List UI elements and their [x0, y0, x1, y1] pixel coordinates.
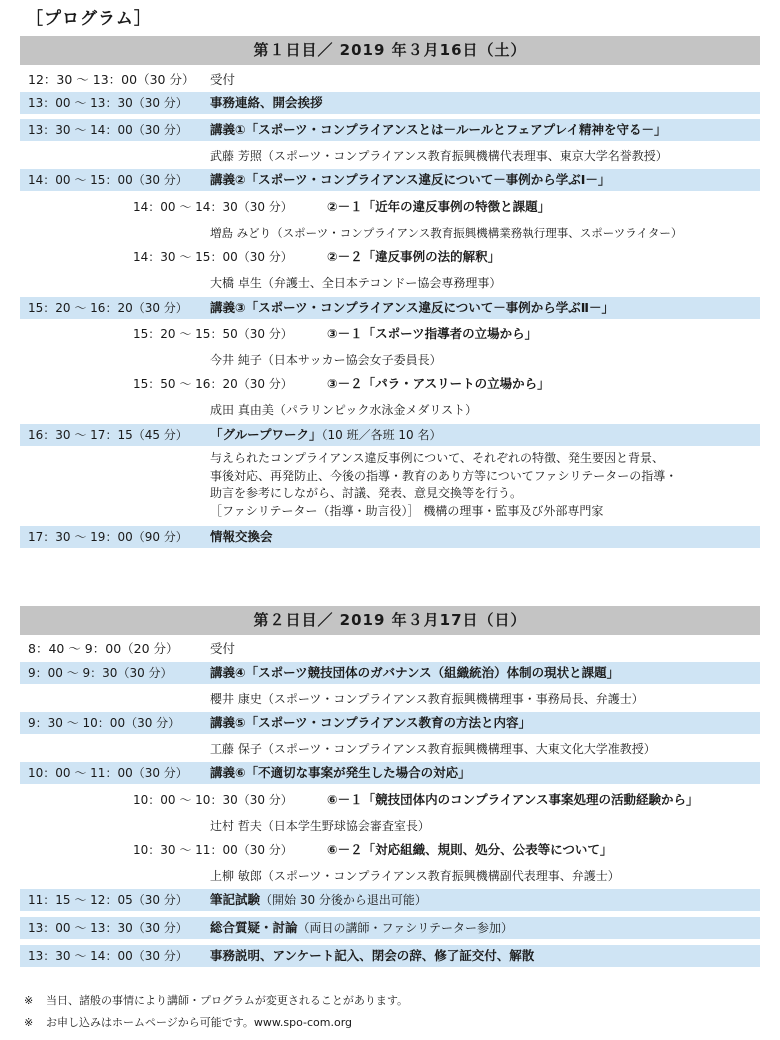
schedule-row	[20, 92, 760, 114]
footnote-text: お申し込みはホームページから可能です。www.spo-com.org	[46, 1016, 353, 1029]
time-slot: 9：30 ～ 10：00（30 分）	[28, 716, 181, 730]
subsession-title: ②－２「違反事例の法的解釈」	[327, 249, 501, 264]
session-title	[210, 917, 513, 939]
session-title	[210, 889, 427, 911]
session-title: 事務説明、アンケート記入、閉会の辞、修了証交付、解散	[210, 948, 535, 963]
schedule-row	[20, 424, 760, 446]
session-title: 情報交換会	[210, 529, 273, 544]
time-slot: 15：20 ～ 16：20（30 分）	[28, 301, 188, 315]
schedule-row	[20, 762, 760, 784]
speaker-info: 工藤 保子（スポーツ・コンプライアンス教育振興機構理事、大東文化大学准教授）	[210, 742, 656, 756]
speaker-info: 今井 純子（日本サッカー協会女子委員長）	[210, 353, 442, 367]
time-slot: 13：00 ～ 13：30（30 分）	[28, 96, 188, 110]
schedule-row	[20, 662, 760, 684]
speaker-row	[20, 349, 760, 371]
session-title: 講義⑤「スポーツ・コンプライアンス教育の方法と内容」	[210, 715, 531, 730]
description-line: 与えられたコンプライアンス違反事例について、それぞれの特徴、発生要因と背景、	[210, 451, 664, 465]
time-slot: 14：30 ～ 15：00（30 分）	[133, 250, 293, 264]
groupwork-description	[210, 450, 677, 520]
footnotes	[24, 990, 408, 1034]
speaker-info: 武藤 芳照（スポーツ・コンプライアンス教育振興機構代表理事、東京大学名誉教授）	[210, 149, 668, 163]
time-slot: 10：00 ～ 11：00（30 分）	[28, 766, 188, 780]
day1-header: 第１日目／ 2019 年３月16日（土）	[20, 36, 760, 65]
time-slot: 14：00 ～ 15：00（30 分）	[28, 173, 188, 187]
day2-section	[20, 606, 760, 967]
time-slot: 10：00 ～ 10：30（30 分）	[133, 793, 293, 807]
time-slot: 13：30 ～ 14：00（30 分）	[28, 123, 188, 137]
schedule-row	[20, 917, 760, 939]
speaker-row	[20, 688, 760, 710]
subsession-row	[20, 373, 760, 395]
subsession-title: ②－１「近年の違反事例の特徴と課題」	[327, 199, 551, 214]
footnote	[24, 1012, 408, 1034]
footnote-text: 当日、諸般の事情により講師・プログラムが変更されることがあります。	[46, 994, 409, 1007]
time-slot: 12：30 ～ 13：00（30 分）	[28, 72, 195, 87]
subsession-row	[20, 323, 760, 345]
session-title-text: 「グループワーク」	[210, 427, 322, 442]
description-block	[20, 450, 760, 522]
subsession-row	[20, 789, 760, 811]
session-title-text: 総合質疑・討論	[210, 920, 298, 935]
session-title: 受付	[210, 641, 236, 656]
day1-section	[20, 36, 760, 548]
session-note: （両日の講師・ファシリテーター参加）	[297, 921, 514, 935]
time-slot: 16：30 ～ 17：15（45 分）	[28, 428, 188, 442]
subsession-row	[20, 839, 760, 861]
session-title: 講義②「スポーツ・コンプライアンス違反について－事例から学ぶⅠ－」	[210, 172, 611, 187]
speaker-row	[20, 738, 760, 760]
schedule-row	[20, 119, 760, 141]
subsession-title: ⑥－１「競技団体内のコンプライアンス事案処理の活動経験から」	[327, 792, 699, 807]
time-slot: 11：15 ～ 12：05（30 分）	[28, 893, 188, 907]
session-title: 講義③「スポーツ・コンプライアンス違反について－事例から学ぶⅡ－」	[210, 300, 614, 315]
footnote-mark: ※	[24, 1016, 34, 1029]
program-heading: ［プログラム］	[26, 9, 152, 29]
speaker-row	[20, 222, 760, 244]
session-title: 講義⑥「不適切な事案が発生した場合の対応」	[210, 765, 471, 780]
time-slot: 15：50 ～ 16：20（30 分）	[133, 377, 293, 391]
session-title-text: 筆記試験	[210, 892, 261, 907]
schedule-row	[20, 712, 760, 734]
subsession-title: ⑥－２「対応組織、規則、処分、公表等について」	[327, 842, 613, 857]
subsession-row	[20, 196, 760, 218]
schedule-row	[20, 639, 760, 659]
time-slot: 13：00 ～ 13：30（30 分）	[28, 921, 188, 935]
time-slot: 15：20 ～ 15：50（30 分）	[133, 327, 293, 341]
time-slot: 14：00 ～ 14：30（30 分）	[133, 200, 293, 214]
schedule-row	[20, 945, 760, 967]
session-title	[210, 424, 442, 446]
time-slot: 17：30 ～ 19：00（90 分）	[28, 530, 188, 544]
footnote	[24, 990, 408, 1012]
speaker-info: 櫻井 康史（スポーツ・コンプライアンス教育振興機構理事・事務局長、弁護士）	[210, 692, 644, 706]
session-title: 事務連絡、開会挨拶	[210, 95, 323, 110]
schedule-row	[20, 169, 760, 191]
day2-header: 第２日目／ 2019 年３月17日（日）	[20, 606, 760, 635]
time-slot: 8：40 ～ 9：00（20 分）	[28, 641, 179, 656]
footnote-mark: ※	[24, 994, 34, 1007]
speaker-row	[20, 399, 760, 421]
schedule-row	[20, 526, 760, 548]
speaker-row	[20, 272, 760, 294]
subsession-title: ③－１「スポーツ指導者の立場から」	[327, 326, 538, 341]
schedule-row	[20, 70, 760, 89]
subsession-row	[20, 246, 760, 268]
speaker-info: 上柳 敏郎（スポーツ・コンプライアンス教育振興機構副代表理事、弁護士）	[210, 869, 620, 883]
schedule-row	[20, 297, 760, 319]
speaker-row	[20, 865, 760, 887]
time-slot: 10：30 ～ 11：00（30 分）	[133, 843, 293, 857]
session-title: 講義④「スポーツ競技団体のガバナンス（組織統治）体制の現状と課題」	[210, 665, 620, 680]
session-note: （10 班／各班 10 名）	[321, 428, 442, 442]
speaker-info: 成田 真由美（パラリンピック水泳金メダリスト）	[210, 403, 478, 417]
speaker-info: 増島 みどり（スポーツ・コンプライアンス教育振興機構業務執行理事、スポーツライター）	[210, 226, 683, 240]
description-line: 事後対応、再発防止、今後の指導・教育のあり方等についてファシリテーターの指導・	[210, 468, 678, 483]
speaker-row	[20, 815, 760, 837]
session-note: （開始 30 分後から退出可能）	[260, 893, 427, 907]
time-slot: 9：00 ～ 9：30（30 分）	[28, 666, 173, 680]
time-slot: 13：30 ～ 14：00（30 分）	[28, 949, 188, 963]
speaker-row	[20, 145, 760, 167]
speaker-info: 辻村 哲夫（日本学生野球協会審査室長）	[210, 819, 430, 833]
description-line: ［ファシリテーター（指導・助言役）］ 機構の理事・監事及び外部専門家	[210, 503, 604, 518]
session-title: 講義①「スポーツ・コンプライアンスとは－ルールとフェアプレイ精神を守る－」	[210, 122, 667, 137]
subsession-title: ③－２「パラ・アスリートの立場から」	[327, 376, 550, 391]
speaker-info: 大橋 卓生（弁護士、全日本テコンドー協会専務理事）	[210, 276, 502, 290]
session-title: 受付	[210, 72, 236, 87]
schedule-row	[20, 889, 760, 911]
description-line: 助言を参考にしながら、討議、発表、意見交換等を行う。	[210, 486, 523, 500]
